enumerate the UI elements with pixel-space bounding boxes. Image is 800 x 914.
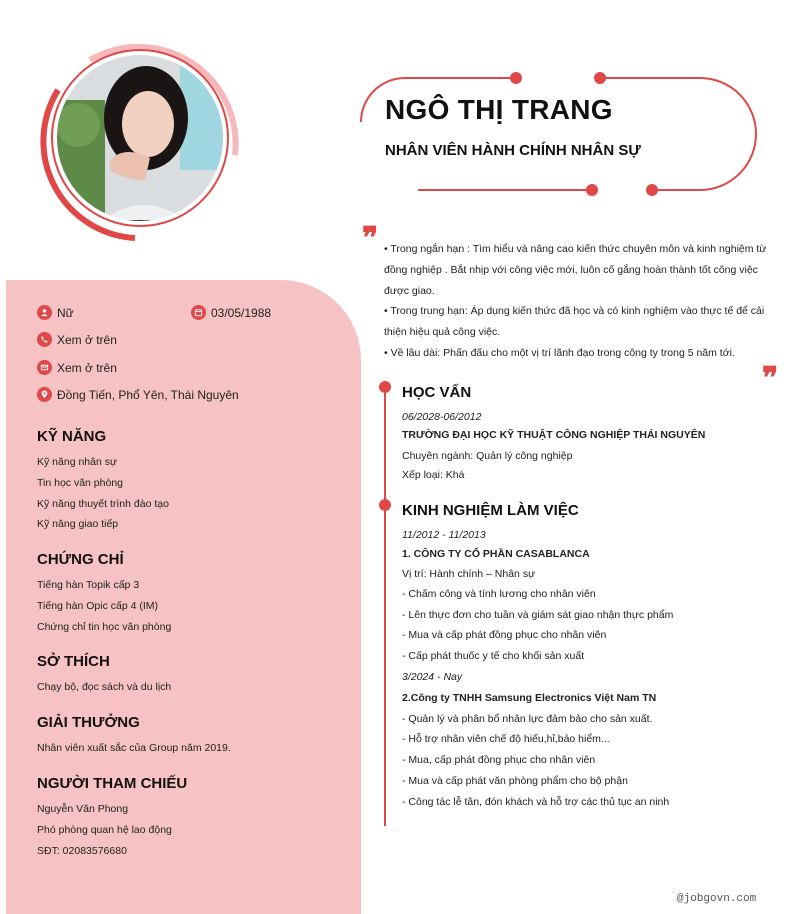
timeline-line <box>384 386 386 826</box>
job-duty: - Mua, cấp phát đồng phục cho nhân viên <box>402 754 596 766</box>
education-grade: Xếp loại: Khá <box>402 469 465 481</box>
job-duty: - Công tác lễ tân, đón khách và hỗ trợ các thủ tục an ninh <box>402 796 670 808</box>
birthdate-text: 03/05/1988 <box>211 305 272 320</box>
job-duty: - Mua và cấp phát văn phòng phẩm cho bộ phận <box>402 775 628 787</box>
gender-text: Nữ <box>57 305 74 320</box>
watermark: @jobgovn.com <box>677 893 757 905</box>
skills-title: KỸ NĂNG <box>37 428 107 445</box>
awards-title: GIẢI THƯỞNG <box>37 714 140 731</box>
address-row <box>37 387 239 402</box>
birthdate-row <box>191 305 271 320</box>
job-position: Vị trí: Hành chính – Nhân sự <box>402 568 536 580</box>
job-period: 11/2012 - 11/2013 <box>402 529 486 541</box>
left-panel <box>6 280 361 914</box>
email-text: Xem ở trên <box>57 360 117 375</box>
education-title: HỌC VẤN <box>402 384 472 401</box>
certificate-item: Tiếng hàn Topik cấp 3 <box>37 579 140 591</box>
reference-item: Nguyễn Văn Phong <box>37 803 129 815</box>
location-pin-icon <box>37 387 52 402</box>
objective-line: • Trong trung hạn: Áp dụng kiến thức đã học và có kinh nghiệm vào thực tế để cải <box>384 305 765 317</box>
skill-item: Kỹ năng thuyết trình đào tạo <box>37 498 169 510</box>
job-duty: - Quản lý và phân bổ nhân lực đảm bảo cho sản xuất. <box>402 713 653 725</box>
avatar-frame <box>30 40 250 250</box>
objective-line: thiện hiệu quả công việc. <box>384 326 501 338</box>
skill-item: Kỹ năng giao tiếp <box>37 518 119 530</box>
person-icon <box>37 305 52 320</box>
job-duty: - Lên thực đơn cho tuần và giám sát giao nhận thực phẩm <box>402 609 674 621</box>
gender-row <box>37 305 74 320</box>
close-quote-icon: ❞ <box>762 361 779 396</box>
open-quote-icon: ❞ <box>362 221 379 256</box>
candidate-name: NGÔ THỊ TRANG <box>385 94 613 125</box>
education-major: Chuyên ngành: Quản lý công nghiệp <box>402 450 573 462</box>
education-school: TRƯỜNG ĐẠI HỌC KỸ THUẬT CÔNG NGHIỆP THÁI NGUYÊN <box>402 429 706 441</box>
calendar-icon <box>191 305 206 320</box>
reference-item: Phó phòng quan hệ lao động <box>37 824 172 836</box>
phone-text: Xem ở trên <box>57 332 117 347</box>
skill-item: Kỹ năng nhân sự <box>37 456 118 468</box>
header-bracket-right <box>410 68 770 198</box>
objective-line: • Về lâu dài: Phấn đấu cho một vị trí lãnh đạo trong công ty trong 5 năm tới. <box>384 347 735 359</box>
certificates-title: CHỨNG CHỈ <box>37 551 124 568</box>
job-period: 3/2024 - Nay <box>402 671 463 683</box>
job-duty: - Mua và cấp phát đồng phục cho nhân viên <box>402 629 607 641</box>
job-title: NHÂN VIÊN HÀNH CHÍNH NHÂN SỰ <box>385 142 641 159</box>
certificate-item: Tiếng hàn Opic cấp 4 (IM) <box>37 600 158 612</box>
phone-row <box>37 332 117 347</box>
email-row <box>37 360 117 375</box>
job-duty: - Cấp phát thuốc y tế cho khối sản xuất <box>402 650 585 662</box>
objective-line: được giao. <box>384 285 435 297</box>
certificate-item: Chứng chỉ tin học văn phòng <box>37 621 172 633</box>
hobbies-title: SỞ THÍCH <box>37 653 110 670</box>
reference-item: SĐT: 02083576680 <box>37 845 127 857</box>
job-duty: - Hỗ trợ nhân viên chế độ hiếu,hỉ,bảo hiểm... <box>402 733 610 745</box>
address-text: Đồng Tiến, Phổ Yên, Thái Nguyên <box>57 387 239 402</box>
experience-title: KINH NGHIỆM LÀM VIỆC <box>402 502 579 519</box>
references-title: NGƯỜI THAM CHIẾU <box>37 775 188 792</box>
award-item: Nhân viên xuất sắc của Group năm 2019. <box>37 742 231 754</box>
objective-line: • Trong ngắn hạn : Tìm hiểu và nâng cao kiến thức chuyên môn và kinh nghiệm từ <box>384 243 767 255</box>
objective-line: đồng nghiệp . Bắt nhịp với công việc mới, luôn cố gắng hoàn thành tốt công việc <box>384 264 758 276</box>
job-duty: - Chấm công và tính lương cho nhân viên <box>402 588 596 600</box>
mail-icon <box>37 360 52 375</box>
job-company: 2.Công ty TNHH Samsung Electronics Việt Nam TN <box>402 692 657 704</box>
hobby-item: Chạy bộ, đọc sách và du lịch <box>37 681 172 693</box>
education-period: 06/2028-06/2012 <box>402 411 482 423</box>
job-company: 1. CÔNG TY CỔ PHẦN CASABLANCA <box>402 548 590 560</box>
timeline-dot-experience <box>379 499 391 511</box>
phone-icon <box>37 332 52 347</box>
timeline-dot-education <box>379 381 391 393</box>
skill-item: Tin học văn phòng <box>37 477 124 489</box>
